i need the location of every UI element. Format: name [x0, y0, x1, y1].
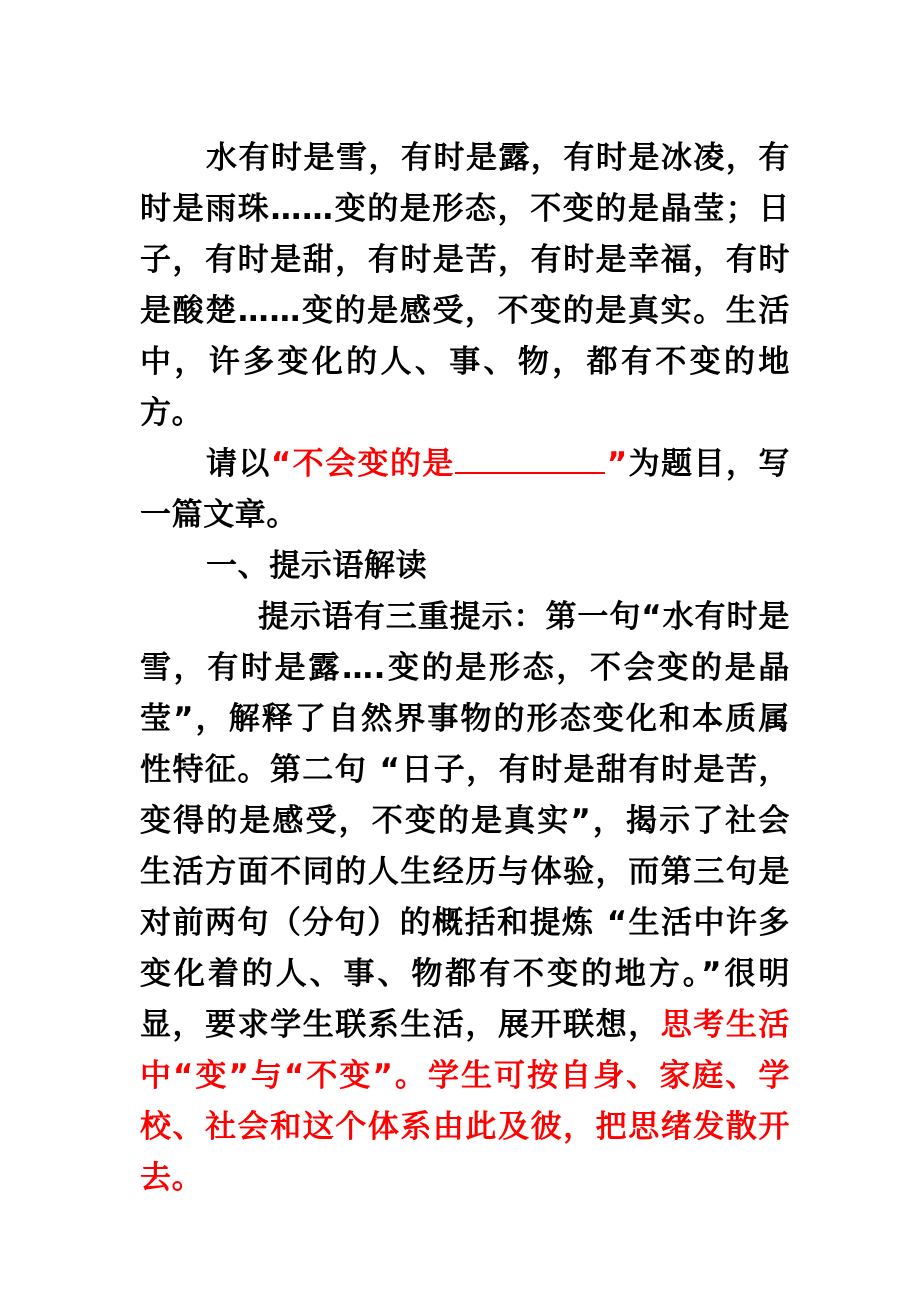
prompt-title-close: ”	[606, 446, 628, 482]
analysis-highlight: 思考生活中“变”与“不变”。学生可按自身、家庭、学校、社会和这个体系由此及彼，把思绪发散开去。	[140, 1007, 790, 1196]
section-heading-text: 一、提示语解读	[206, 548, 428, 584]
section-heading	[140, 541, 790, 592]
intro-paragraph	[140, 133, 790, 439]
intro-text: 水有时是雪，有时是露，有时是冰凌，有时是雨珠……变的是形态，不变的是晶莹；日子，有时是甜，有时是苦，有时是幸福，有时是酸楚……变的是感受，不变的是真实。生活中，许多变化的人、事、物，都有不变的地方。	[140, 140, 790, 431]
analysis-paragraph	[140, 592, 790, 1204]
title-blank-line	[455, 442, 605, 474]
prompt-tail: 为题目，写一篇文章。	[140, 446, 791, 533]
prompt-title-open: “不会变的是	[270, 446, 455, 482]
document-body	[140, 133, 790, 1204]
prompt-title	[271, 446, 628, 482]
analysis-text: 提示语有三重提示：第一句“水有时是雪，有时是露….变的是形态，不会变的是晶莹”，解释了自然界事物的形态变化和本质属性特征。第二句 “日子，有时是甜有时是苦，变得的是感受，不变的是真实”，揭示了社会生活方面不同的人生经历与体验，而第三句是对前两句（分句）的概括和提炼 “生活中许多变化着的人、事、物都有不变的地方。”很明显，要求学生联系生活，展开联想，	[140, 599, 790, 1043]
prompt-lead: 请以	[206, 446, 271, 482]
prompt-paragraph	[140, 439, 790, 541]
